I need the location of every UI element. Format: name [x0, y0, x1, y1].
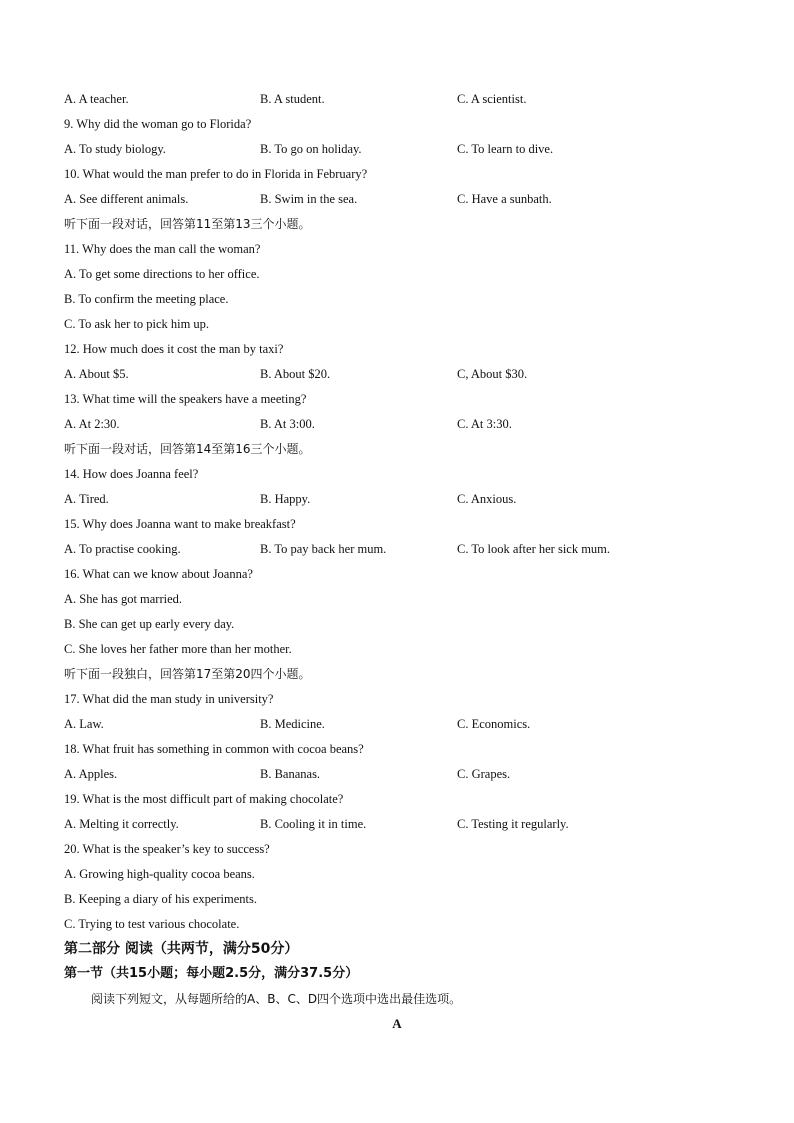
q10-option-a: A. See different animals. — [64, 192, 189, 206]
part2-title: 第二部分 阅读（共两节，满分50分） — [64, 941, 299, 957]
q19-option-c: C. Testing it regularly. — [457, 817, 569, 831]
q18-option-b: B. Bananas. — [260, 767, 321, 781]
q15-question: 15. Why does Joanna want to make breakfast? — [64, 517, 296, 531]
q10-option-b: B. Swim in the sea. — [260, 192, 358, 206]
q20-option-c: C. Trying to test various chocolate. — [64, 917, 240, 931]
q17-question: 17. What did the man study in university? — [64, 692, 274, 706]
q9-question: 9. Why did the woman go to Florida? — [64, 117, 252, 131]
q17-options — [64, 715, 744, 740]
q18-option-c: C. Grapes. — [457, 767, 511, 781]
q8-options — [64, 90, 744, 115]
q20-question: 20. What is the speaker’s key to success? — [64, 842, 270, 856]
q11-option-c: C. To ask her to pick him up. — [64, 317, 210, 331]
q12-options — [64, 365, 744, 390]
q9-options — [64, 140, 744, 165]
q18-question: 18. What fruit has something in common with cocoa beans? — [64, 742, 364, 756]
q19-options — [64, 815, 744, 840]
reading-instruction: 阅读下列短文，从每题所给的A、B、C、D四个选项中选出最佳选项。 — [91, 992, 462, 1006]
q11-option-b: B. To confirm the meeting place. — [64, 292, 229, 306]
q8-option-b: B. A student. — [260, 92, 325, 106]
q14-option-b: B. Happy. — [260, 492, 311, 506]
instruction-17-20: 听下面一段独白，回答第17至第20四个小题。 — [64, 667, 311, 681]
instruction-11-13: 听下面一段对话，回答第11至第13三个小题。 — [64, 217, 311, 231]
q12-question: 12. How much does it cost the man by taxi? — [64, 342, 284, 356]
q13-option-a: A. At 2:30. — [64, 417, 120, 431]
q14-question: 14. How does Joanna feel? — [64, 467, 199, 481]
q18-option-a: A. Apples. — [64, 767, 118, 781]
page-content — [64, 90, 744, 1040]
q15-option-b: B. To pay back her mum. — [260, 542, 387, 556]
q9-option-b: B. To go on holiday. — [260, 142, 362, 156]
q8-option-a: A. A teacher. — [64, 92, 129, 106]
q12-option-c: C, About $30. — [457, 367, 528, 381]
q12-option-a: A. About $5. — [64, 367, 129, 381]
q19-question: 19. What is the most difficult part of making chocolate? — [64, 792, 344, 806]
q11-question: 11. Why does the man call the woman? — [64, 242, 261, 256]
q10-question: 10. What would the man prefer to do in Florida in February? — [64, 167, 368, 181]
q13-option-b: B. At 3:00. — [260, 417, 315, 431]
q15-options — [64, 540, 744, 565]
q16-option-b: B. She can get up early every day. — [64, 617, 235, 631]
q15-option-a: A. To practise cooking. — [64, 542, 181, 556]
q11-option-a: A. To get some directions to her office. — [64, 267, 260, 281]
q17-option-b: B. Medicine. — [260, 717, 325, 731]
q8-option-c: C. A scientist. — [457, 92, 527, 106]
q14-option-c: C. Anxious. — [457, 492, 517, 506]
q15-option-c: C. To look after her sick mum. — [457, 542, 611, 556]
q20-option-b: B. Keeping a diary of his experiments. — [64, 892, 258, 906]
q19-option-b: B. Cooling it in time. — [260, 817, 367, 831]
section1-title: 第一节（共15小题；每小题2.5分，满分37.5分） — [64, 966, 359, 981]
q13-options — [64, 415, 744, 440]
q12-option-b: B. About $20. — [260, 367, 331, 381]
q18-options — [64, 765, 744, 790]
q9-option-a: A. To study biology. — [64, 142, 166, 156]
q13-option-c: C. At 3:30. — [457, 417, 512, 431]
q16-question: 16. What can we know about Joanna? — [64, 567, 253, 581]
q14-option-a: A. Tired. — [64, 492, 109, 506]
q9-option-c: C. To learn to dive. — [457, 142, 554, 156]
q13-question: 13. What time will the speakers have a meeting? — [64, 392, 307, 406]
q10-options — [64, 190, 744, 215]
q17-option-a: A. Law. — [64, 717, 104, 731]
q17-option-c: C. Economics. — [457, 717, 531, 731]
passage-label: A — [392, 1016, 402, 1031]
q14-options — [64, 490, 744, 515]
q16-option-c: C. She loves her father more than her mother. — [64, 642, 292, 656]
instruction-14-16: 听下面一段对话，回答第14至第16三个小题。 — [64, 442, 311, 456]
q19-option-a: A. Melting it correctly. — [64, 817, 179, 831]
q10-option-c: C. Have a sunbath. — [457, 192, 552, 206]
q20-option-a: A. Growing high-quality cocoa beans. — [64, 867, 255, 881]
q16-option-a: A. She has got married. — [64, 592, 183, 606]
